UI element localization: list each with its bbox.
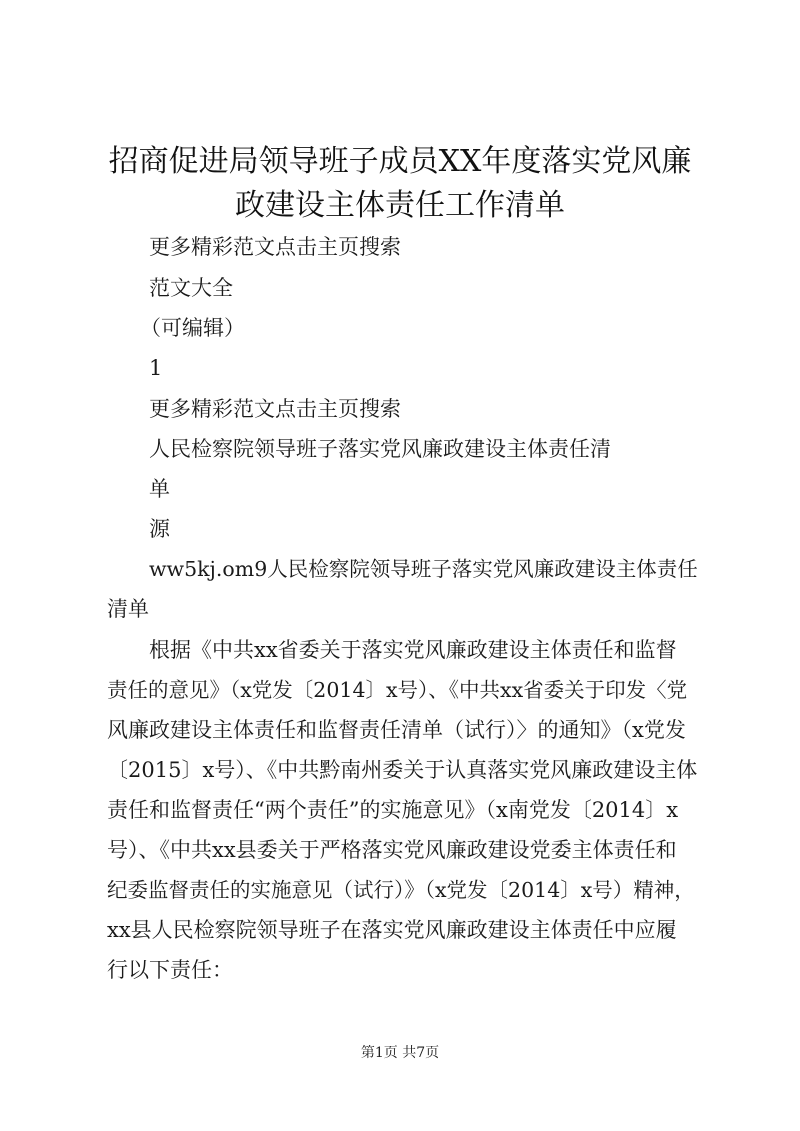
body-line: 行以下责任：	[107, 958, 233, 982]
page-footer: 第1页 共7页	[360, 1045, 440, 1061]
document-title-line-1: 招商促进局领导班子成员XX年度落实党风廉	[108, 144, 692, 179]
body-line: 清单	[107, 597, 149, 621]
body-line: 更多精彩范文点击主页搜索	[149, 397, 401, 421]
body-line: 风廉政建设主体责任和监督责任清单（试行）〉的通知》（x党发	[107, 718, 686, 742]
body-line: 人民检察院领导班子落实党风廉政建设主体责任清	[149, 437, 611, 461]
body-line: （可编辑）	[140, 316, 245, 340]
body-line: 号）、《中共xx县委关于严格落实党风廉政建设党委主体责任和	[107, 838, 677, 862]
body-line: 责任的意见》（x党发〔2014〕x号）、《中共xx省委关于印发〈党	[107, 678, 688, 702]
body-line: ww5kj.om9人民检察院领导班子落实党风廉政建设主体责任	[149, 557, 698, 581]
body-line: 〔2015〕x号）、《中共黔南州委关于认真落实党风廉政建设主体	[107, 758, 698, 782]
body-line: 根据《中共xx省委关于落实党风廉政建设主体责任和监督	[149, 638, 677, 662]
body-line: 更多精彩范文点击主页搜索	[149, 235, 401, 259]
body-line: 单	[149, 477, 170, 501]
body-line: 源	[149, 517, 170, 541]
body-line: 范文大全	[149, 276, 233, 300]
body-line: 纪委监督责任的实施意见（试行）》（x党发〔2014〕x号）精神，	[107, 878, 695, 902]
body-line: 1	[149, 356, 163, 380]
document-title-line-2: 政建设主体责任工作清单	[235, 188, 565, 223]
body-line: xx县人民检察院领导班子在落实党风廉政建设主体责任中应履	[107, 918, 677, 942]
body-line: 责任和监督责任“两个责任”的实施意见》（x南党发〔2014〕x	[107, 798, 679, 822]
